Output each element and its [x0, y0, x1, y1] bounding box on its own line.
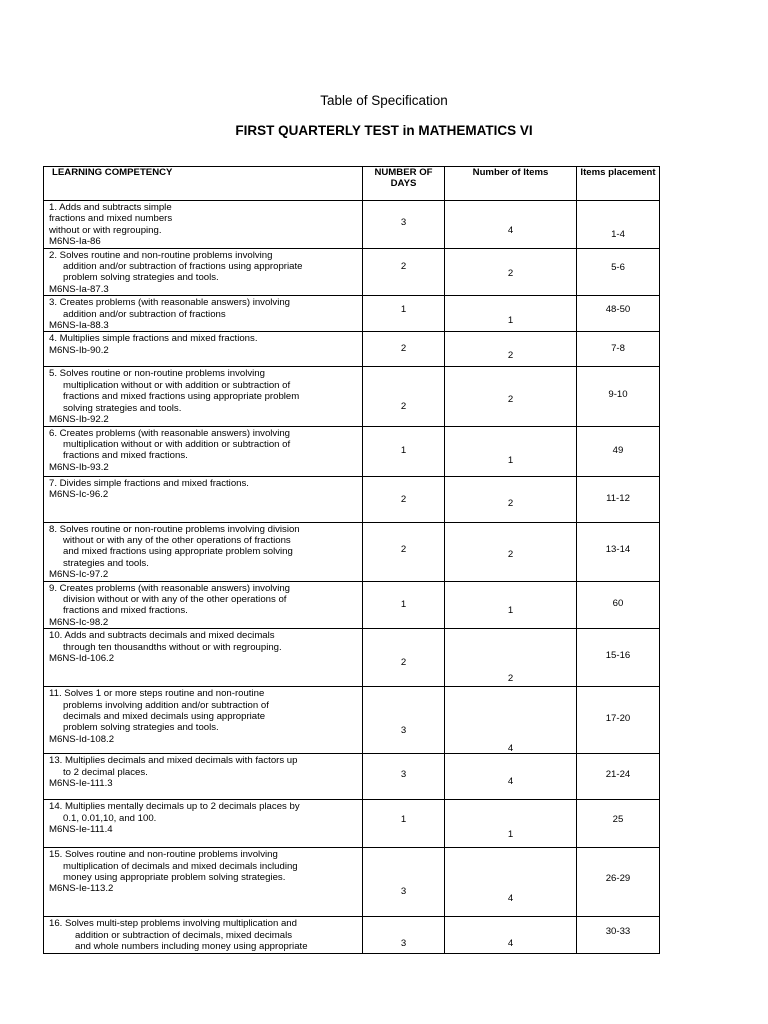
days-value: 1 — [400, 444, 407, 456]
days-value: 3 — [400, 886, 407, 898]
table-row — [44, 917, 660, 954]
competency-line: M6NS-Id-108.2 — [49, 733, 115, 745]
placement-value: 21-24 — [605, 769, 631, 781]
competency-line: decimals and mixed decimals using appropriate — [63, 710, 266, 722]
days-value: 2 — [400, 343, 407, 355]
table-row — [44, 522, 660, 581]
placement-cell — [577, 476, 660, 522]
specification-table — [43, 166, 660, 954]
placement-value: 60 — [612, 597, 624, 609]
items-cell — [445, 296, 577, 332]
competency-cell — [44, 629, 363, 687]
document-subtitle: FIRST QUARTERLY TEST in MATHEMATICS VI — [235, 123, 533, 138]
document-title: Table of Specification — [320, 93, 448, 108]
placement-cell — [577, 332, 660, 367]
competency-cell — [44, 848, 363, 917]
days-value: 2 — [400, 493, 407, 505]
items-cell — [445, 426, 577, 476]
table-row — [44, 848, 660, 917]
competency-line: addition and/or subtraction of fractions — [63, 308, 226, 320]
placement-value: 48-50 — [605, 304, 631, 316]
table-row — [44, 581, 660, 629]
days-cell — [363, 581, 445, 629]
items-value: 1 — [507, 829, 514, 841]
placement-cell — [577, 687, 660, 754]
items-value: 4 — [507, 225, 514, 236]
items-value: 4 — [507, 743, 514, 755]
table-header-row — [44, 167, 660, 201]
placement-cell — [577, 800, 660, 848]
competency-line: 7. Divides simple fractions and mixed fractions. — [49, 477, 249, 489]
competency-line: 1. Adds and subtracts simple — [49, 202, 172, 213]
days-value: 3 — [400, 725, 407, 737]
table-row — [44, 332, 660, 367]
days-cell — [363, 426, 445, 476]
competency-line: fractions and mixed numbers — [49, 213, 173, 225]
days-value: 2 — [400, 543, 407, 555]
competency-cell — [44, 687, 363, 754]
competency-cell — [44, 754, 363, 800]
days-cell — [363, 248, 445, 296]
competency-line: problems involving addition and/or subtraction of — [63, 699, 269, 711]
header-number-of-days: NUMBER OF DAYS — [363, 167, 445, 201]
table-row — [44, 367, 660, 426]
competency-line: through ten thousandths without or with regrouping. — [63, 641, 282, 653]
days-cell — [363, 917, 445, 954]
days-cell — [363, 367, 445, 426]
competency-line: 10. Adds and subtracts decimals and mixed decimals — [49, 630, 275, 642]
days-cell — [363, 332, 445, 367]
competency-line: addition or subtraction of decimals, mixed decimals — [75, 929, 293, 941]
items-value: 1 — [507, 454, 514, 466]
placement-value: 17-20 — [605, 713, 631, 725]
competency-line: M6NS-Ie-113.2 — [49, 883, 114, 895]
items-value: 2 — [507, 673, 514, 685]
table-row — [44, 687, 660, 754]
competency-line: strategies and tools. — [63, 557, 149, 569]
days-value: 2 — [400, 657, 407, 669]
competency-line: to 2 decimal places. — [63, 766, 148, 778]
competency-cell — [44, 476, 363, 522]
competency-cell — [44, 800, 363, 848]
table-row — [44, 248, 660, 296]
items-value: 2 — [507, 394, 514, 406]
competency-line: M6NS-Ie-111.3 — [49, 777, 113, 789]
competency-line: 16. Solves multi-step problems involving multiplication and — [49, 918, 297, 930]
competency-line: M6NS-Ia-88.3 — [49, 320, 109, 332]
items-cell — [445, 800, 577, 848]
table-row — [44, 754, 660, 800]
competency-line: 2. Solves routine and non-routine problems involving — [49, 249, 273, 261]
days-cell — [363, 687, 445, 754]
table-row — [44, 629, 660, 687]
competency-line: multiplication without or with addition or subtraction of — [63, 438, 291, 450]
competency-line: M6NS-Ia-87.3 — [49, 283, 109, 295]
items-value: 2 — [507, 350, 514, 362]
competency-line: multiplication of decimals and mixed decimals including — [63, 860, 298, 872]
items-value: 4 — [507, 776, 514, 788]
days-value: 2 — [400, 260, 407, 272]
days-cell — [363, 800, 445, 848]
placement-cell — [577, 426, 660, 476]
placement-value: 49 — [612, 444, 624, 456]
items-cell — [445, 917, 577, 954]
competency-line: 8. Solves routine or non-routine problems involving division — [49, 523, 300, 535]
items-cell — [445, 687, 577, 754]
items-value: 2 — [507, 548, 514, 560]
competency-line: 11. Solves 1 or more steps routine and non-routine — [49, 688, 265, 700]
items-cell — [445, 332, 577, 367]
competency-cell — [44, 426, 363, 476]
table-body — [44, 201, 660, 954]
placement-value: 5-6 — [611, 261, 625, 273]
placement-value: 30-33 — [605, 926, 631, 938]
competency-line: M6NS-Ic-98.2 — [49, 616, 109, 628]
competency-line: fractions and mixed fractions. — [63, 605, 188, 617]
competency-cell — [44, 581, 363, 629]
header-items-placement: Items placement — [577, 167, 660, 201]
placement-cell — [577, 629, 660, 687]
placement-value: 1-4 — [611, 229, 625, 240]
competency-line: 15. Solves routine and non-routine problems involving — [49, 849, 278, 861]
header-number-of-items: Number of Items — [445, 167, 577, 201]
table-row — [44, 296, 660, 332]
placement-cell — [577, 581, 660, 629]
days-cell — [363, 201, 445, 249]
days-cell — [363, 629, 445, 687]
competency-cell — [44, 522, 363, 581]
placement-cell — [577, 754, 660, 800]
competency-cell — [44, 332, 363, 367]
days-value: 3 — [400, 938, 407, 950]
days-cell — [363, 754, 445, 800]
competency-cell — [44, 296, 363, 332]
competency-line: problem solving strategies and tools. — [63, 272, 219, 284]
competency-line: and whole numbers including money using appropriate — [75, 940, 308, 952]
competency-line: solving strategies and tools. — [63, 402, 182, 414]
competency-line: multiplication without or with addition or subtraction of — [63, 379, 291, 391]
placement-cell — [577, 848, 660, 917]
competency-line: 5. Solves routine or non-routine problems involving — [49, 368, 265, 380]
competency-line: M6NS-Ia-86 — [49, 236, 101, 248]
placement-value: 15-16 — [605, 650, 631, 662]
days-value: 3 — [400, 769, 407, 781]
placement-value: 25 — [612, 814, 624, 826]
days-value: 2 — [400, 401, 407, 413]
placement-cell — [577, 201, 660, 249]
placement-value: 13-14 — [605, 543, 631, 555]
placement-value: 26-29 — [605, 873, 631, 885]
items-cell — [445, 848, 577, 917]
days-value: 1 — [400, 304, 407, 316]
placement-cell — [577, 296, 660, 332]
days-cell — [363, 848, 445, 917]
items-cell — [445, 367, 577, 426]
competency-line: M6NS-Ic-96.2 — [49, 488, 109, 500]
competency-line: fractions and mixed fractions. — [63, 450, 188, 462]
competency-line: addition and/or subtraction of fractions using appropriate — [63, 261, 303, 273]
competency-line: M6NS-Ib-92.2 — [49, 414, 109, 426]
placement-value: 7-8 — [611, 343, 625, 355]
items-value: 1 — [507, 315, 514, 327]
days-value: 1 — [400, 814, 407, 826]
items-value: 2 — [507, 497, 514, 509]
table-row — [44, 201, 660, 249]
competency-line: and mixed fractions using appropriate problem solving — [63, 546, 293, 558]
table-row — [44, 426, 660, 476]
competency-line: M6NS-Ic-97.2 — [49, 569, 109, 581]
placement-value: 11-12 — [606, 492, 630, 504]
competency-line: 9. Creates problems (with reasonable answers) involving — [49, 582, 291, 594]
competency-line: division without or with any of the other operations of — [63, 593, 287, 605]
competency-line: money using appropriate problem solving strategies. — [63, 871, 286, 883]
placement-value: 9-10 — [608, 389, 628, 401]
placement-cell — [577, 248, 660, 296]
competency-line: 6. Creates problems (with reasonable answers) involving — [49, 427, 291, 439]
items-value: 1 — [507, 604, 514, 616]
items-cell — [445, 581, 577, 629]
competency-cell — [44, 201, 363, 249]
days-value: 1 — [400, 598, 407, 610]
header-learning-competency: LEARNING COMPETENCY — [44, 167, 363, 201]
days-value: 3 — [400, 217, 407, 228]
placement-cell — [577, 367, 660, 426]
competency-line: 13. Multiplies decimals and mixed decimals with factors up — [49, 755, 298, 767]
days-cell — [363, 296, 445, 332]
competency-line: 3. Creates problems (with reasonable answers) involving — [49, 297, 291, 309]
competency-cell — [44, 367, 363, 426]
placement-cell — [577, 522, 660, 581]
table-row — [44, 476, 660, 522]
competency-line: without or with any of the other operations of fractions — [63, 534, 291, 546]
competency-line: fractions and mixed fractions using appropriate problem — [63, 391, 300, 403]
competency-line: problem solving strategies and tools. — [63, 722, 219, 734]
items-cell — [445, 629, 577, 687]
items-cell — [445, 201, 577, 249]
competency-line: M6NS-Id-106.2 — [49, 652, 115, 664]
days-cell — [363, 476, 445, 522]
competency-cell — [44, 917, 363, 954]
days-cell — [363, 522, 445, 581]
items-cell — [445, 522, 577, 581]
items-cell — [445, 476, 577, 522]
competency-line: 14. Multiplies mentally decimals up to 2 decimals places by — [49, 801, 300, 813]
competency-line: M6NS-Ib-93.2 — [49, 461, 109, 473]
placement-cell — [577, 917, 660, 954]
competency-line: without or with regrouping. — [49, 224, 162, 236]
competency-line: M6NS-Ie-111.4 — [49, 823, 113, 835]
items-value: 2 — [507, 267, 514, 279]
competency-cell — [44, 248, 363, 296]
items-value: 4 — [507, 893, 514, 905]
competency-line: 4. Multiplies simple fractions and mixed fractions. — [49, 333, 258, 345]
items-cell — [445, 754, 577, 800]
table-row — [44, 800, 660, 848]
competency-line: M6NS-Ib-90.2 — [49, 344, 109, 356]
items-cell — [445, 248, 577, 296]
items-value: 4 — [507, 938, 514, 950]
competency-line: 0.1, 0.01,10, and 100. — [63, 812, 157, 824]
